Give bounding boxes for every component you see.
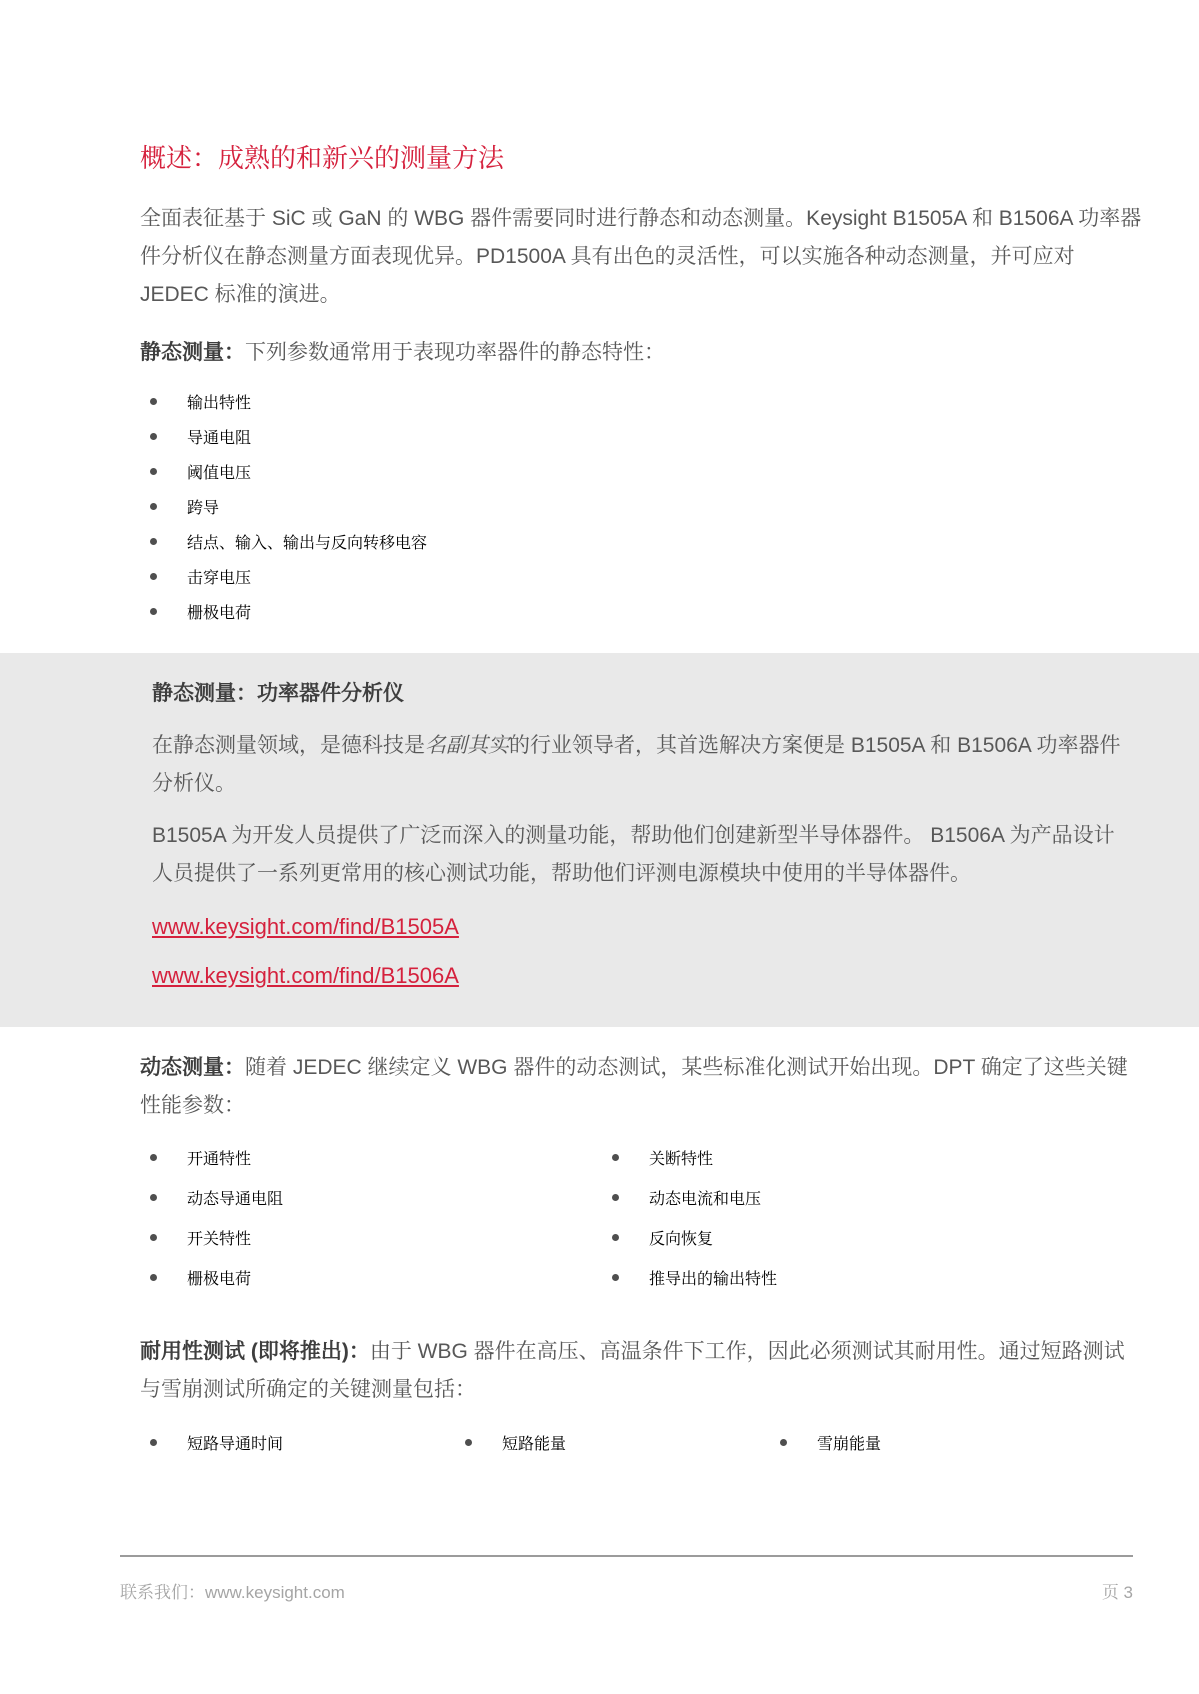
dynamic-bullet-list-right (602, 1137, 777, 1297)
bullet-icon (612, 1194, 619, 1201)
durability-bullet-columns (140, 1425, 1145, 1460)
list-item-label: 雪崩能量 (817, 1436, 882, 1453)
callout-p1-post: 的行业领导者，其首选解决方案便是 B1505A 和 B1506A 功率器件分析仪。 (152, 734, 1121, 795)
list-item (602, 1257, 777, 1297)
list-item (140, 1137, 602, 1177)
document-page (0, 143, 1199, 1460)
bullet-icon (150, 1274, 157, 1281)
static-analyzer-callout (0, 653, 1199, 1027)
b1506a-link[interactable]: www.keysight.com/find/B1506A (152, 963, 459, 988)
list-item-label: 栅极电荷 (187, 1270, 252, 1288)
list-item (455, 1425, 770, 1460)
bullet-icon (150, 1234, 157, 1241)
list-item-label: 跨导 (187, 500, 220, 517)
list-item-label: 动态电流和电压 (649, 1190, 762, 1208)
bullet-icon (150, 608, 157, 615)
bullet-icon (150, 538, 157, 545)
bullet-icon (150, 573, 157, 580)
bullet-icon (150, 1194, 157, 1201)
list-item-label: 阈值电压 (187, 465, 252, 482)
list-item-label: 输出特性 (187, 395, 252, 412)
list-item-label: 关断特性 (649, 1150, 714, 1168)
durability-bullet-col-3 (770, 1425, 1085, 1460)
bullet-icon (465, 1439, 472, 1446)
b1505a-link[interactable]: www.keysight.com/find/B1505A (152, 914, 459, 939)
bullet-icon (150, 503, 157, 510)
list-item (140, 1257, 602, 1297)
list-item-label: 开关特性 (187, 1230, 252, 1248)
static-measure-lead (140, 334, 1145, 372)
list-item-label: 推导出的输出特性 (649, 1270, 778, 1288)
list-item (602, 1177, 777, 1217)
list-item (140, 1217, 602, 1257)
list-item (602, 1137, 777, 1177)
footer-page-number: 页 3 (1101, 1583, 1133, 1602)
intro-paragraph: 全面表征基于 SiC 或 GaN 的 WBG 器件需要同时进行静态和动态测量。Keysight B1505A 和 B1506A 功率器件分析仪在静态测量方面表现优异。PD1500A 具有出色的灵活性，可以实施各种动态测量，并可应对 JEDEC 标准的演进。 (140, 207, 1142, 306)
bullet-icon (150, 398, 157, 405)
list-item (140, 524, 1145, 559)
list-item-label: 开通特性 (187, 1150, 252, 1168)
list-item (140, 419, 1145, 454)
list-item-label: 短路能量 (502, 1436, 567, 1453)
static-measure-lead-label: 静态测量： (140, 341, 245, 364)
callout-p1-italic: 名副其实 (425, 734, 509, 757)
list-item (140, 1425, 455, 1460)
dynamic-bullet-list-left (140, 1137, 602, 1297)
durability-lead-text: 由于 WBG 器件在高压、高温条件下工作，因此必须测试其耐用性。通过短路测试与雪崩测试所确定的关键测量包括： (140, 1340, 1125, 1401)
list-item (140, 454, 1145, 489)
callout-paragraph-1 (152, 727, 1135, 803)
bullet-icon (780, 1439, 787, 1446)
link-row-b1506a (152, 962, 1135, 991)
bullet-icon (612, 1154, 619, 1161)
list-item-label: 动态导通电阻 (187, 1190, 284, 1208)
dynamic-bullet-columns (140, 1137, 1145, 1297)
bullet-icon (150, 1154, 157, 1161)
list-item-label: 导通电阻 (187, 430, 252, 447)
durability-bullet-col-2 (455, 1425, 770, 1460)
page-title: 概述：成熟的和新兴的测量方法 (140, 143, 505, 173)
durability-lead-label: 耐用性测试 (即将推出)： (140, 1340, 370, 1363)
page-footer (120, 1555, 1133, 1603)
bullet-icon (150, 1439, 157, 1446)
list-item (140, 594, 1145, 629)
dynamic-measure-lead-label: 动态测量： (140, 1056, 245, 1079)
link-row-b1505a (152, 913, 1135, 942)
footer-contact: 联系我们：www.keysight.com (120, 1583, 345, 1602)
durability-bullet-col-1 (140, 1425, 455, 1460)
callout-heading: 静态测量：功率器件分析仪 (152, 682, 404, 705)
list-item (140, 384, 1145, 419)
list-item (140, 559, 1145, 594)
durability-lead (140, 1333, 1145, 1409)
bullet-icon (612, 1234, 619, 1241)
list-item-label: 反向恢复 (649, 1230, 714, 1248)
static-measure-lead-text: 下列参数通常用于表现功率器件的静态特性： (245, 341, 665, 364)
list-item-label: 结点、输入、输出与反向转移电容 (187, 535, 428, 552)
bullet-icon (150, 433, 157, 440)
dynamic-measure-lead (140, 1049, 1145, 1125)
list-item (140, 1177, 602, 1217)
bullet-icon (150, 468, 157, 475)
callout-paragraph-2: B1505A 为开发人员提供了广泛而深入的测量功能，帮助他们创建新型半导体器件。 B1506A 为产品设计人员提供了一系列更常用的核心测试功能，帮助他们评测电源模块中使用的半导体器件。 (152, 824, 1115, 885)
bullet-icon (612, 1274, 619, 1281)
list-item (140, 489, 1145, 524)
list-item (602, 1217, 777, 1257)
list-item-label: 短路导通时间 (187, 1436, 284, 1453)
list-item-label: 栅极电荷 (187, 605, 252, 622)
static-bullet-list (140, 384, 1145, 629)
callout-p1-pre: 在静态测量领域，是德科技是 (152, 734, 425, 757)
list-item-label: 击穿电压 (187, 570, 252, 587)
dynamic-measure-lead-text: 随着 JEDEC 继续定义 WBG 器件的动态测试，某些标准化测试开始出现。DPT 确定了这些关键性能参数： (140, 1056, 1128, 1117)
list-item (770, 1425, 1085, 1460)
